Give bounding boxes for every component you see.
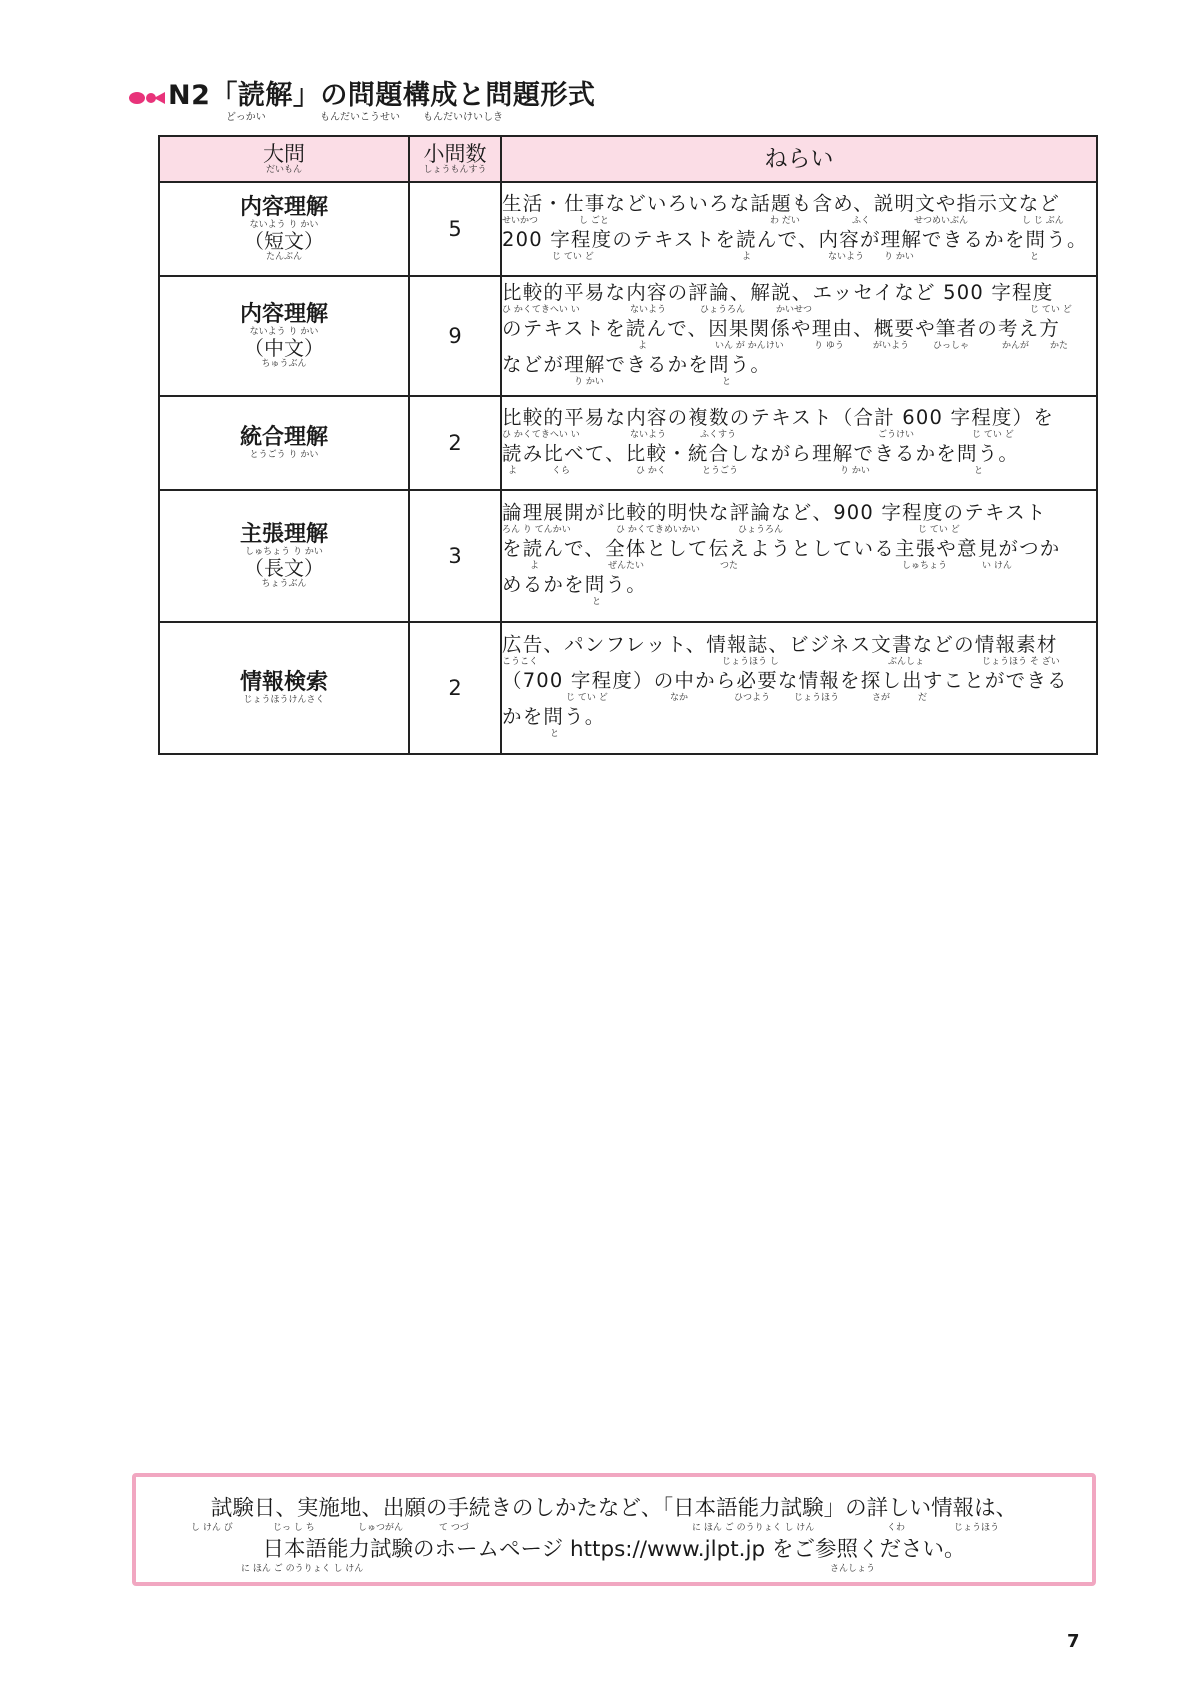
- count-cell: 2: [409, 396, 501, 490]
- table-row: [159, 490, 1097, 622]
- description-cell: 論理展開が比較的明快な評論など、900 字程度のテキスト ろん り てんかい ひ かくてきめいかい ひょうろん じ てい ど を読んで、全体として伝えようとしている主張や意見がつか よ ぜんたい つた しゅちょう い けん めるかを問う。 と: [501, 490, 1097, 622]
- notice-line-2: 日本語能力試験のホームページ https://www.jlpt.jp をご参照ください。: [262, 1537, 966, 1562]
- notice-ruby: に ほん ご のうりょく し けん: [692, 1523, 815, 1533]
- table-row: [159, 276, 1097, 396]
- category-cell: 統合理解 とうごう り かい: [159, 396, 409, 490]
- question-structure-table: [158, 135, 1098, 755]
- category-cell: 情報検索 じょうほうけんさく: [159, 622, 409, 754]
- notice-ruby: くわ: [887, 1523, 906, 1533]
- description-cell: 比較的平易な内容の評論、解説、エッセイなど 500 字程度 ひ かくてきへい い ないよう ひょうろん かいせつ じ てい ど のテキストを読んで、因果関係や理由、概要や筆者の考え方 よ いん が かんけい り ゆう がいよう ひっしゃ かんが かた などが理解できるかを問う。 り かい と: [501, 276, 1097, 396]
- count-cell: 3: [409, 490, 501, 622]
- category-cell: 内容理解 ないよう り かい （中文） ちゅうぶん: [159, 276, 409, 396]
- info-notice-box: [132, 1473, 1096, 1586]
- table-row: [159, 182, 1097, 276]
- count-cell: 5: [409, 182, 501, 276]
- title-ruby-keishiki: もんだいけいしき: [423, 112, 503, 123]
- notice-ruby: て つづ: [439, 1523, 469, 1533]
- table-header-row: [159, 136, 1097, 182]
- description-cell: 比較的平易な内容の複数のテキスト（合計 600 字程度）を ひ かくてきへい い ないよう ふくすう ごうけい じ てい ど 読み比べて、比較・統合しながら理解できるかを問う。 よ くら ひ かく とうごう り かい と: [501, 396, 1097, 490]
- notice-ruby: じょうほう: [954, 1523, 1000, 1533]
- header-nerai: ねらい: [501, 136, 1097, 182]
- table-row: [159, 396, 1097, 490]
- page-title: N2「読解」の問題構成と問題形式: [168, 80, 596, 111]
- notice-ruby: し けん び: [191, 1523, 233, 1533]
- title-ruby-kousei: もんだいこうせい: [320, 112, 400, 123]
- bullet-icon: [128, 90, 166, 106]
- table-row: [159, 622, 1097, 754]
- category-cell: 内容理解 ないよう り かい （短文） たんぶん: [159, 182, 409, 276]
- notice-ruby: さんしょう: [830, 1564, 876, 1574]
- notice-ruby: じっ し ち: [273, 1523, 315, 1533]
- description-cell: 広告、パンフレット、情報誌、ビジネス文書などの情報素材 こうこく じょうほう し ぶんしょ じょうほう そ ざい （700 字程度）の中から必要な情報を探し出すことができる じ てい ど なか ひつよう じょうほう さが だ かを問う。 と: [501, 622, 1097, 754]
- count-cell: 9: [409, 276, 501, 396]
- page-number: 7: [1067, 1631, 1080, 1652]
- notice-ruby: しゅつがん: [358, 1523, 404, 1533]
- notice-ruby: に ほん ご のうりょく し けん: [241, 1564, 364, 1574]
- notice-line-1: 試験日、実施地、出願の手続きのしかたなど、「日本語能力試験」の詳しい情報は、: [210, 1496, 1018, 1521]
- header-daimon: 大問 だいもん: [159, 136, 409, 182]
- category-cell: 主張理解 しゅちょう り かい （長文） ちょうぶん: [159, 490, 409, 622]
- count-cell: 2: [409, 622, 501, 754]
- description-cell: 生活・仕事などいろいろな話題も含め、説明文や指示文など せいかつ し ごと わ だい ふく せつめいぶん し じ ぶん 200 字程度のテキストを読んで、内容が理解できるかを問う。 じ てい ど よ ないよう り かい と: [501, 182, 1097, 276]
- header-shomonsu: 小問数 しょうもんすう: [409, 136, 501, 182]
- title-ruby-dokkai: どっかい: [226, 112, 266, 123]
